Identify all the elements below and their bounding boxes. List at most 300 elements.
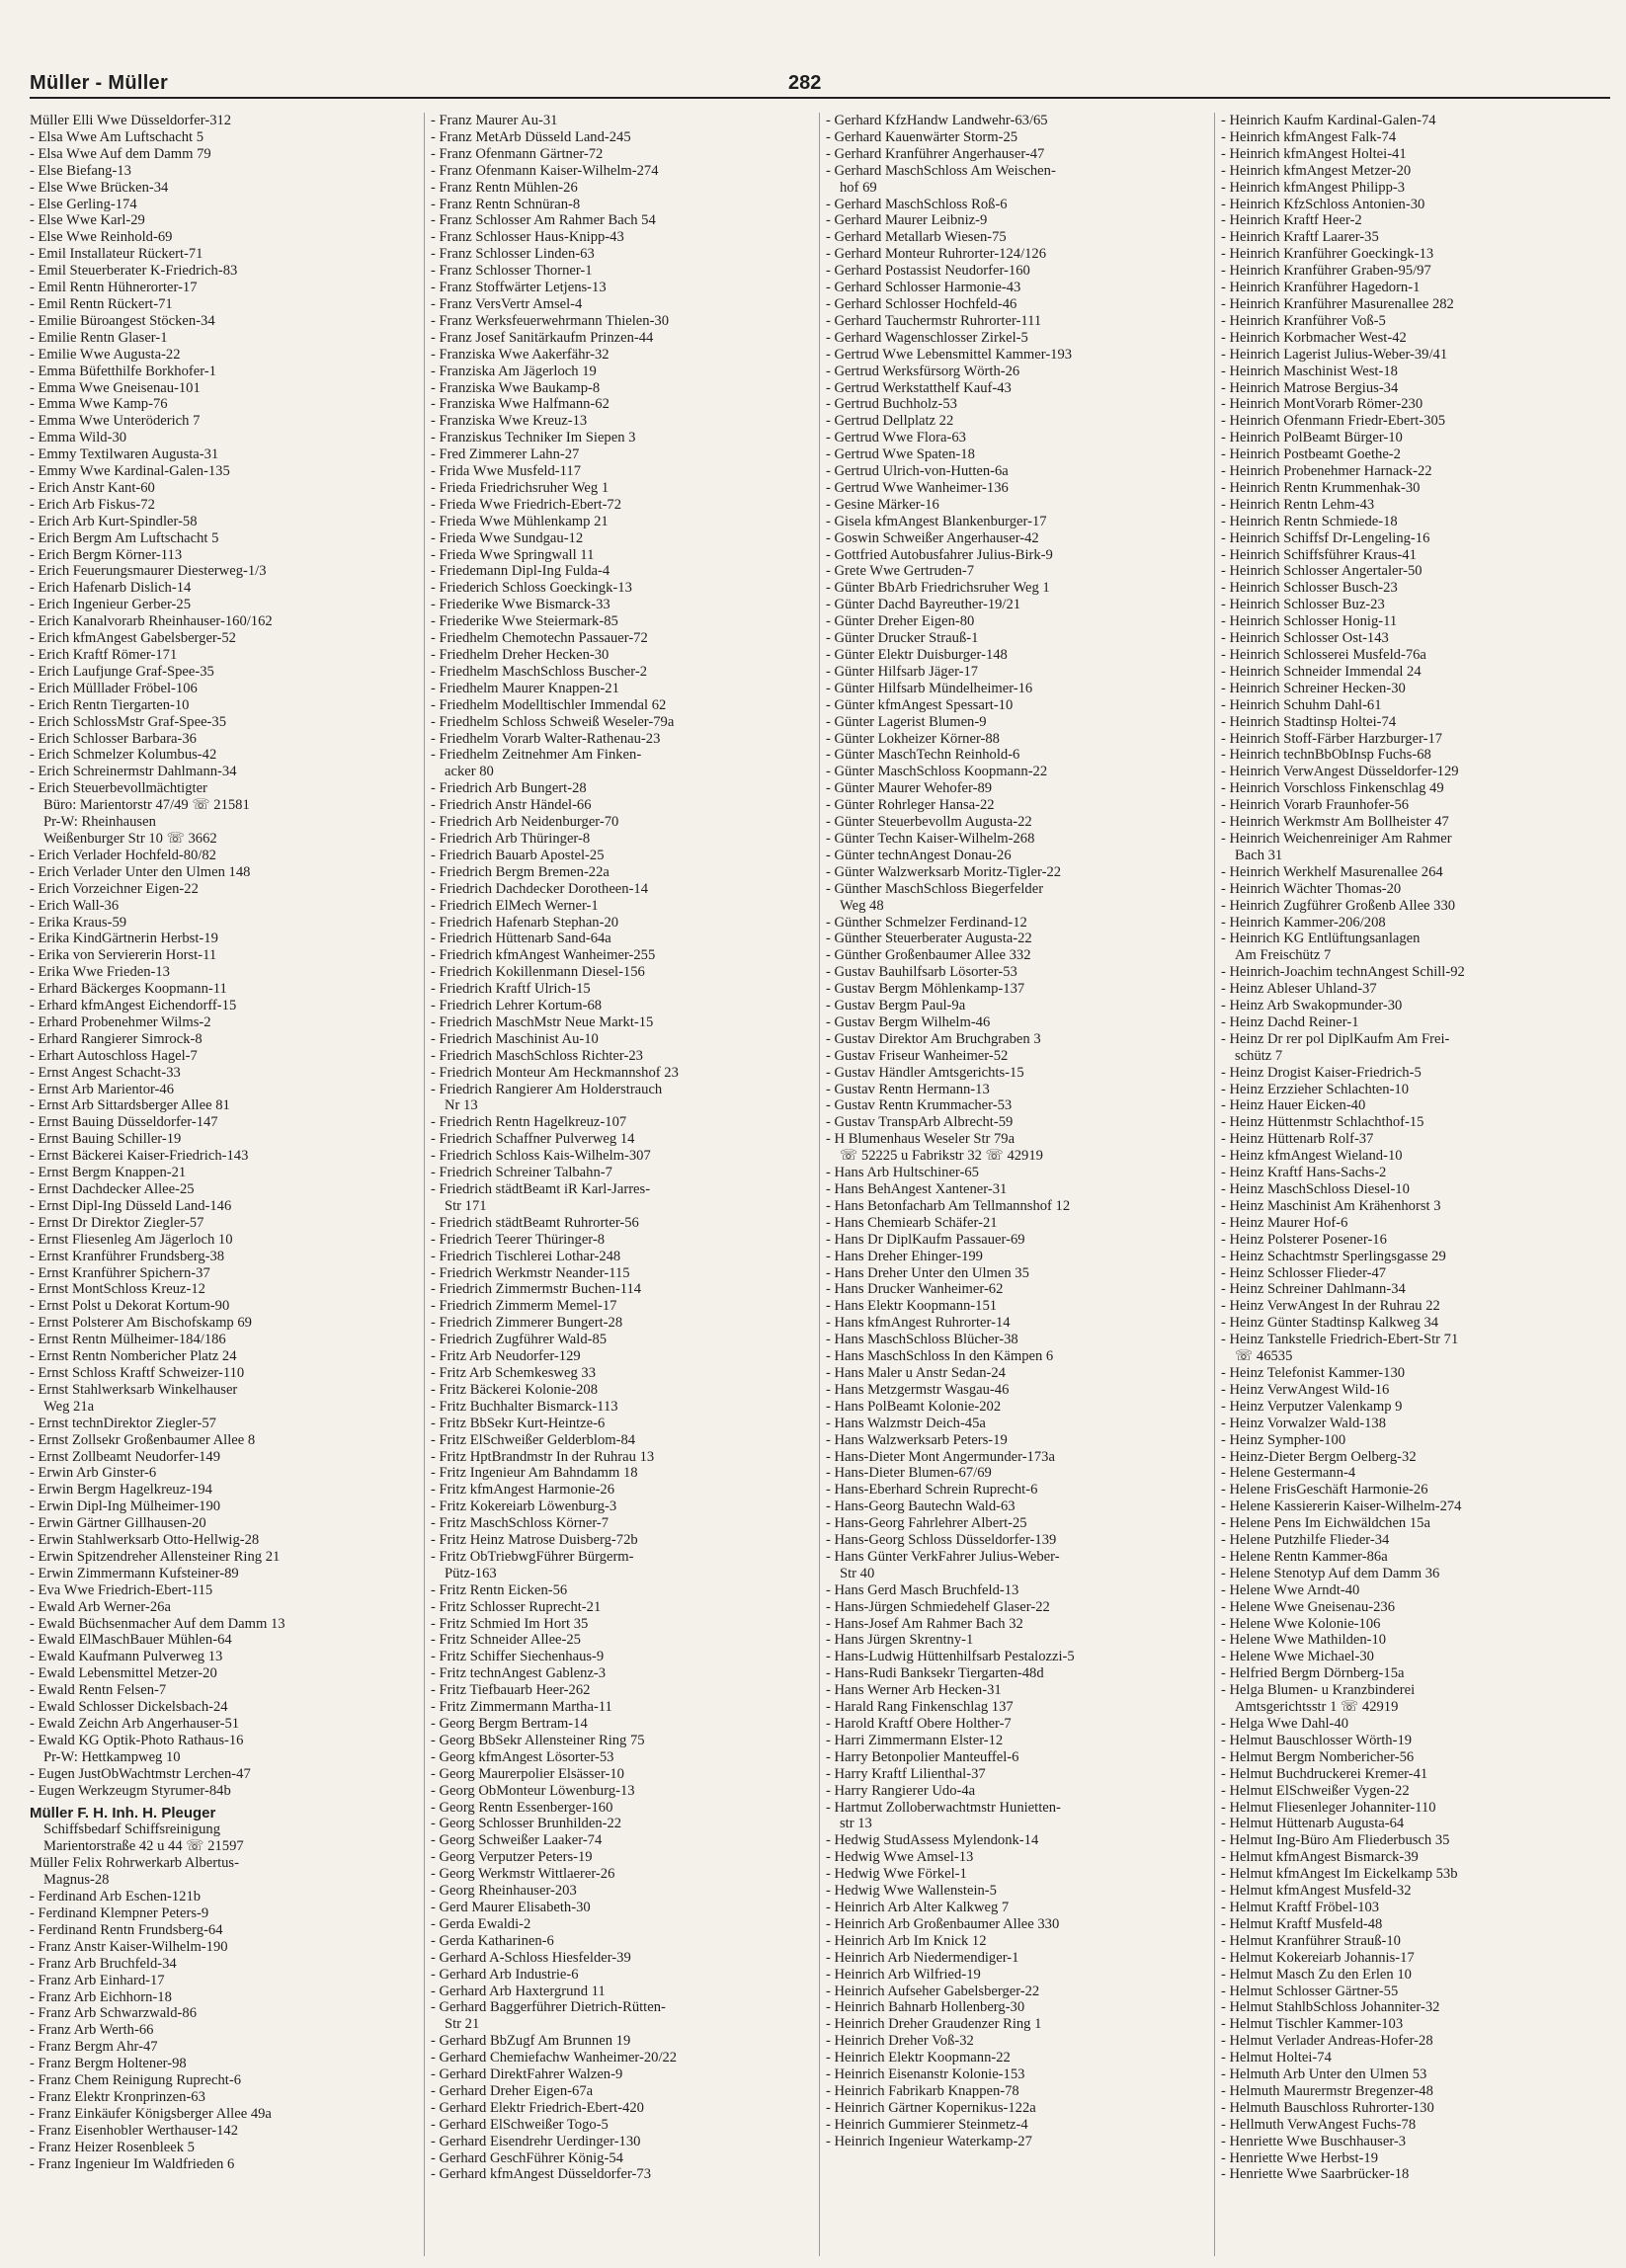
directory-entry: Weg 48 bbox=[840, 897, 884, 914]
directory-entry: - Ewald Lebensmittel Metzer-20 bbox=[30, 1665, 217, 1682]
directory-entry: - Franz Arb Eichhorn-18 bbox=[30, 1988, 172, 2005]
directory-entry: - Erika Wwe Frieden-13 bbox=[30, 964, 170, 981]
directory-entry: - Georg kfmAngest Lösorter-53 bbox=[431, 1748, 614, 1765]
directory-entry: - Friedhelm Zeitnehmer Am Finken- bbox=[431, 747, 642, 764]
directory-entry: - Henriette Wwe Herbst-19 bbox=[1221, 2149, 1378, 2166]
directory-entry: - Günter Lagerist Blumen-9 bbox=[826, 713, 987, 730]
directory-entry: - Ewald Schlosser Dickelsbach-24 bbox=[30, 1699, 228, 1716]
directory-entry: - Friedrich Arb Neidenburger-70 bbox=[431, 814, 619, 831]
directory-entry: - Erich Schreinermstr Dahlmann-34 bbox=[30, 764, 237, 780]
directory-entry: - Ernst Schloss Kraftf Schweizer-110 bbox=[30, 1364, 245, 1381]
directory-entry: - Helene Stenotyp Auf dem Damm 36 bbox=[1221, 1565, 1440, 1581]
directory-entry: - Emil Steuerberater K-Friedrich-83 bbox=[30, 263, 238, 280]
directory-entry: - Eugen Werkzeugm Styrumer-84b bbox=[30, 1782, 231, 1799]
directory-entry: - Fritz Tiefbauarb Heer-262 bbox=[431, 1682, 591, 1699]
directory-entry: - Franz Schlosser Am Rahmer Bach 54 bbox=[431, 212, 656, 229]
directory-entry: - Fritz Rentn Eicken-56 bbox=[431, 1581, 568, 1598]
directory-entry: - Frieda Friedrichsruher Weg 1 bbox=[431, 479, 610, 496]
directory-entry: - Franz Maurer Au-31 bbox=[431, 113, 558, 128]
directory-entry: - Fritz ObTriebwgFührer Bürgerm- bbox=[431, 1548, 634, 1565]
directory-entry: - Ewald Büchsenmacher Auf dem Damm 13 bbox=[30, 1615, 285, 1632]
directory-entry: - Günter Drucker Strauß-1 bbox=[826, 630, 979, 647]
directory-entry: - Fritz Arb Neudorfer-129 bbox=[431, 1348, 581, 1365]
directory-entry: - Erika von Serviererin Horst-11 bbox=[30, 947, 217, 964]
directory-entry: schütz 7 bbox=[1235, 1047, 1283, 1064]
directory-entry: - Gerhard Monteur Ruhrorter-124/126 bbox=[826, 246, 1047, 263]
directory-entry: - Helmut Schlosser Gärtner-55 bbox=[1221, 1983, 1399, 1999]
directory-entry: - Friederike Wwe Steiermark-85 bbox=[431, 613, 618, 630]
directory-entry: - Friedrich Zimmerer Bungert-28 bbox=[431, 1315, 623, 1332]
directory-entry: - Friedrich Schloss Kais-Wilhelm-307 bbox=[431, 1148, 651, 1165]
directory-entry: - Helmut Buchdruckerei Kremer-41 bbox=[1221, 1765, 1428, 1782]
directory-entry: Weißenburger Str 10 ☏ 3662 bbox=[43, 830, 217, 847]
directory-entry: - Gustav Bergm Paul-9a bbox=[826, 998, 966, 1014]
directory-entry: - Helga Wwe Dahl-40 bbox=[1221, 1716, 1348, 1732]
directory-entry: - Hartmut Zolloberwachtmstr Hunietten- bbox=[826, 1799, 1061, 1816]
directory-entry: - Fred Zimmerer Lahn-27 bbox=[431, 446, 580, 463]
directory-entry: - Heinrich Maschinist West-18 bbox=[1221, 363, 1398, 379]
directory-entry: - Erich Arb Kurt-Spindler-58 bbox=[30, 513, 198, 529]
directory-entry: - Helmuth Bauschloss Ruhrorter-130 bbox=[1221, 2099, 1434, 2116]
directory-entry: - Erich Mülllader Fröbel-106 bbox=[30, 680, 198, 696]
directory-entry: - Heinrich Schuhm Dahl-61 bbox=[1221, 696, 1382, 713]
directory-entry: - Helga Blumen- u Kranzbinderei bbox=[1221, 1682, 1416, 1699]
directory-entry: - Else Biefang-13 bbox=[30, 162, 131, 179]
directory-entry: - Ernst Polst u Dekorat Kortum-90 bbox=[30, 1298, 230, 1315]
directory-entry: - Frida Wwe Musfeld-117 bbox=[431, 463, 581, 480]
directory-entry: - Heinrich Gärtner Kopernikus-122a bbox=[826, 2099, 1036, 2116]
directory-entry: - Emilie Rentn Glaser-1 bbox=[30, 329, 168, 346]
directory-entry: - Heinrich Kraftf Laarer-35 bbox=[1221, 229, 1379, 246]
directory-entry: - Gertrud Werksfürsorg Wörth-26 bbox=[826, 363, 1020, 379]
directory-entry: - Heinz Kraftf Hans-Sachs-2 bbox=[1221, 1165, 1387, 1181]
directory-entry: - Helmut Holtei-74 bbox=[1221, 2050, 1332, 2066]
directory-entry: - Heinrich Kranführer Graben-95/97 bbox=[1221, 263, 1431, 280]
directory-entry: - Günter kfmAngest Spessart-10 bbox=[826, 696, 1014, 713]
directory-entry: - Gerhard MaschSchloss Am Weischen- bbox=[826, 162, 1056, 179]
directory-entry: - Hans Dreher Ehinger-199 bbox=[826, 1248, 983, 1264]
directory-entry: - Ewald Zeichn Arb Angerhauser-51 bbox=[30, 1716, 240, 1732]
directory-entry: - Erich Bergm Körner-113 bbox=[30, 546, 183, 563]
directory-entry: - Hedwig Wwe Wallenstein-5 bbox=[826, 1883, 997, 1900]
directory-entry: - Franz MetArb Düsseld Land-245 bbox=[431, 128, 631, 145]
directory-entry: - Heinrich Zugführer Großenb Allee 330 bbox=[1221, 897, 1456, 914]
directory-entry: - Heinz Maschinist Am Krähenhorst 3 bbox=[1221, 1197, 1441, 1214]
directory-entry: - Elsa Wwe Auf dem Damm 79 bbox=[30, 145, 211, 162]
directory-entry: - Günter Hilfsarb Mündelheimer-16 bbox=[826, 680, 1033, 696]
directory-entry: - Friedrich MaschSchloss Richter-23 bbox=[431, 1047, 643, 1064]
directory-entry: - Emmy Wwe Kardinal-Galen-135 bbox=[30, 463, 230, 480]
directory-entry: - Heinrich Kaufm Kardinal-Galen-74 bbox=[1221, 113, 1436, 128]
directory-entry: - Helmut Bauschlosser Wörth-19 bbox=[1221, 1732, 1413, 1748]
directory-entry: - Helene Gestermann-4 bbox=[1221, 1465, 1356, 1482]
directory-entry: - Heinrich Korbmacher West-42 bbox=[1221, 329, 1407, 346]
directory-entry: - Heinrich Schlosser Angertaler-50 bbox=[1221, 563, 1423, 580]
directory-entry: - Günter Techn Kaiser-Wilhelm-268 bbox=[826, 830, 1035, 847]
directory-entry: Weg 21a bbox=[43, 1398, 95, 1415]
directory-entry: - Ernst Zollsekr Großenbaumer Allee 8 bbox=[30, 1431, 256, 1448]
directory-entry: - Heinrich Rentn Krummenhak-30 bbox=[1221, 479, 1421, 496]
directory-entry: - Erich Feuerungsmaurer Diesterweg-1/3 bbox=[30, 563, 267, 580]
directory-entry: - Georg Schlosser Brunhilden-22 bbox=[431, 1816, 622, 1832]
directory-entry: - Elsa Wwe Am Luftschacht 5 bbox=[30, 128, 204, 145]
directory-entry: - Fritz Kokereiarb Löwenburg-3 bbox=[431, 1498, 617, 1515]
directory-entry: - Erich Ingenieur Gerber-25 bbox=[30, 597, 191, 613]
directory-entry: - Frieda Wwe Springwall 11 bbox=[431, 546, 595, 563]
directory-entry: - Heinrich Arb Wilfried-19 bbox=[826, 1966, 981, 1983]
directory-entry: - Ernst Kranführer Spichern-37 bbox=[30, 1264, 210, 1281]
directory-entry: - Ferdinand Arb Eschen-121b bbox=[30, 1889, 202, 1905]
directory-entry: - Friedrich Zimmermstr Buchen-114 bbox=[431, 1281, 642, 1298]
directory-entry: - Heinrich Schlosser Honig-11 bbox=[1221, 613, 1398, 630]
directory-entry: - Fritz MaschSchloss Körner-7 bbox=[431, 1515, 610, 1532]
page-number: 282 bbox=[788, 72, 822, 94]
directory-entry: - Georg Bergm Bertram-14 bbox=[431, 1716, 588, 1732]
directory-entry: - Hans PolBeamt Kolonie-202 bbox=[826, 1398, 1002, 1415]
directory-entry: - Hans-Eberhard Schrein Ruprecht-6 bbox=[826, 1482, 1038, 1498]
directory-entry: - Gerhard Dreher Eigen-67a bbox=[431, 2082, 594, 2099]
directory-entry: - Günther Steuerberater Augusta-22 bbox=[826, 931, 1032, 947]
directory-entry: - Hans-Dieter Mont Angermunder-173a bbox=[826, 1448, 1055, 1465]
directory-entry: - Ewald Kaufmann Pulverweg 13 bbox=[30, 1649, 223, 1665]
directory-entry: - Heinrich Eisenanstr Kolonie-153 bbox=[826, 2066, 1025, 2083]
directory-entry: - Heinz Maurer Hof-6 bbox=[1221, 1214, 1348, 1231]
directory-entry: - Friedrich Maschinist Au-10 bbox=[431, 1030, 599, 1047]
directory-entry: Pütz-163 bbox=[445, 1565, 497, 1581]
directory-entry: - Friedrich kfmAngest Wanheimer-255 bbox=[431, 947, 656, 964]
directory-entry: - Heinrich Schlosser Busch-23 bbox=[1221, 580, 1398, 597]
directory-entry: - Friedemann Dipl-Ing Fulda-4 bbox=[431, 563, 610, 580]
directory-entry: - Heinrich VerwAngest Düsseldorfer-129 bbox=[1221, 764, 1459, 780]
directory-entry: - Franz Eisenhobler Werthauser-142 bbox=[30, 2122, 239, 2139]
directory-entry: - Gerhard Arb Industrie-6 bbox=[431, 1966, 579, 1983]
directory-entry: - Friedrich Zimmerm Memel-17 bbox=[431, 1298, 617, 1315]
directory-entry: - Franziska Am Jägerloch 19 bbox=[431, 363, 597, 379]
directory-entry: - Harry Betonpolier Manteuffel-6 bbox=[826, 1748, 1019, 1765]
directory-entry: - Erich Arb Fiskus-72 bbox=[30, 496, 155, 513]
directory-entry: - Erich Anstr Kant-60 bbox=[30, 479, 155, 496]
directory-entry: - Else Wwe Reinhold-69 bbox=[30, 229, 173, 246]
directory-entry: - Heinz Polsterer Posener-16 bbox=[1221, 1231, 1387, 1248]
directory-entry: - Erich Hafenarb Dislich-14 bbox=[30, 580, 192, 597]
directory-entry: - Erich Schlosser Barbara-36 bbox=[30, 730, 197, 747]
directory-entry: - Friedhelm Vorarb Walter-Rathenau-23 bbox=[431, 730, 661, 747]
directory-entry: - Erwin Spitzendreher Allensteiner Ring 21 bbox=[30, 1548, 281, 1565]
directory-entry: - Erich Kraftf Römer-171 bbox=[30, 647, 178, 663]
directory-entry: - Heinrich KG Entlüftungsanlagen bbox=[1221, 931, 1421, 947]
directory-entry: - Ernst Bergm Knappen-21 bbox=[30, 1165, 187, 1181]
directory-entry: - Franz Chem Reinigung Ruprecht-6 bbox=[30, 2072, 241, 2089]
directory-entry: - Hans MaschSchloss Blücher-38 bbox=[826, 1332, 1018, 1348]
column-3 bbox=[820, 113, 1215, 2256]
directory-entry: - Franziskus Techniker Im Siepen 3 bbox=[431, 430, 636, 446]
directory-entry: - Erwin Stahlwerksarb Otto-Hellwig-28 bbox=[30, 1532, 260, 1549]
directory-entry: - Gerhard Postassist Neudorfer-160 bbox=[826, 263, 1030, 280]
directory-entry: - Friedrich Kraftf Ulrich-15 bbox=[431, 981, 591, 998]
directory-entry: - Fritz Zimmermann Martha-11 bbox=[431, 1699, 612, 1716]
directory-entry: - Emil Rentn Hühnerorter-17 bbox=[30, 280, 198, 296]
directory-entry: - Helmut Kraftf Musfeld-48 bbox=[1221, 1915, 1383, 1932]
directory-entry: - Emma Wwe Unteröderich 7 bbox=[30, 413, 201, 430]
directory-entry: - Franz Bergm Ahr-47 bbox=[30, 2039, 158, 2056]
directory-entry: - Ewald Rentn Felsen-7 bbox=[30, 1682, 167, 1699]
directory-entry: - Günther MaschSchloss Biegerfelder bbox=[826, 880, 1044, 897]
directory-entry: - Ernst Rentn Nombericher Platz 24 bbox=[30, 1348, 237, 1365]
directory-entry: - Friedhelm Chemotechn Passauer-72 bbox=[431, 630, 648, 647]
directory-entry: - Erwin Zimmermann Kufsteiner-89 bbox=[30, 1565, 239, 1581]
directory-entry: - Hans Walzmstr Deich-45a bbox=[826, 1415, 986, 1431]
directory-entry: - Franz Arb Schwarzwald-86 bbox=[30, 2005, 197, 2022]
directory-entry: - Heinrich Kranführer Goeckingk-13 bbox=[1221, 246, 1434, 263]
directory-entry: - Friedrich Bauarb Apostel-25 bbox=[431, 847, 605, 863]
directory-entry: - Ernst Dachdecker Allee-25 bbox=[30, 1181, 195, 1197]
directory-entry: - Heinz VerwAngest In der Ruhrau 22 bbox=[1221, 1298, 1440, 1315]
directory-entry: - Eugen JustObWachtmstr Lerchen-47 bbox=[30, 1765, 251, 1782]
directory-entry: - Gerhard KfzHandw Landwehr-63/65 bbox=[826, 113, 1048, 128]
directory-entry: - Ernst Dipl-Ing Düsseld Land-146 bbox=[30, 1197, 232, 1214]
directory-entry: - Else Gerling-174 bbox=[30, 196, 137, 212]
directory-entry: - Heinrich Arb Niedermendiger-1 bbox=[826, 1949, 1019, 1966]
directory-entry: - Gerhard BbZugf Am Brunnen 19 bbox=[431, 2033, 631, 2050]
directory-entry: - Helmut Kokereiarb Johannis-17 bbox=[1221, 1949, 1415, 1966]
directory-entry: - Heinz Tankstelle Friedrich-Ebert-Str 71 bbox=[1221, 1332, 1459, 1348]
directory-entry: - Heinrich Bahnarb Hollenberg-30 bbox=[826, 1999, 1025, 2016]
directory-entry: - Friederich Schloss Goeckingk-13 bbox=[431, 580, 632, 597]
directory-entry: - Hans Maler u Anstr Sedan-24 bbox=[826, 1364, 1006, 1381]
directory-entry: - Gustav Bauhilfsarb Lösorter-53 bbox=[826, 964, 1017, 981]
directory-entry: - Gerhard Maurer Leibniz-9 bbox=[826, 212, 988, 229]
column-4 bbox=[1215, 113, 1610, 2256]
directory-entry: - Franz Arb Werth-66 bbox=[30, 2022, 154, 2039]
directory-entry: - Franz Elektr Kronprinzen-63 bbox=[30, 2088, 205, 2105]
directory-entry: - Ewald Arb Werner-26a bbox=[30, 1598, 171, 1615]
directory-entry: - Ernst Kranführer Frundsberg-38 bbox=[30, 1248, 225, 1264]
directory-entry: - Franz Schlosser Linden-63 bbox=[431, 246, 595, 263]
directory-entry: - Frieda Wwe Sundgau-12 bbox=[431, 529, 584, 546]
directory-entry: - Franz Anstr Kaiser-Wilhelm-190 bbox=[30, 1938, 228, 1955]
directory-entry: - Helmut Kranführer Strauß-10 bbox=[1221, 1932, 1401, 1949]
directory-entry: - Heinz Schlosser Flieder-47 bbox=[1221, 1264, 1387, 1281]
directory-entry: - Friedrich Schaffner Pulverweg 14 bbox=[431, 1131, 635, 1148]
directory-entry: - Günter Dreher Eigen-80 bbox=[826, 613, 975, 630]
directory-entry: - Helmut ElSchweißer Vygen-22 bbox=[1221, 1782, 1410, 1799]
directory-entry: - Helmut Masch Zu den Erlen 10 bbox=[1221, 1966, 1412, 1983]
directory-entry: - Friedhelm Maurer Knappen-21 bbox=[431, 680, 619, 696]
directory-entry: - Helmut Tischler Kammer-103 bbox=[1221, 2016, 1404, 2033]
directory-entry: - Erich Rentn Tiergarten-10 bbox=[30, 696, 190, 713]
directory-entry: - Heinrich Schiffsführer Kraus-41 bbox=[1221, 546, 1417, 563]
directory-entry: - Gerhard MaschSchloss Roß-6 bbox=[826, 196, 1008, 212]
directory-entry: - Helene Wwe Mathilden-10 bbox=[1221, 1632, 1387, 1649]
directory-entry: - Fritz Ingenieur Am Bahndamm 18 bbox=[431, 1465, 638, 1482]
directory-entry: - Heinrich KfzSchloss Antonien-30 bbox=[1221, 196, 1425, 212]
directory-entry: - Ernst Arb Marientor-46 bbox=[30, 1081, 175, 1097]
directory-entry: Pr-W: Rheinhausen bbox=[43, 814, 156, 831]
directory-entry: - Heinrich Schiffsf Dr-Lengeling-16 bbox=[1221, 529, 1430, 546]
directory-entry: - Gerhard ElSchweißer Togo-5 bbox=[431, 2116, 609, 2133]
directory-entry: - Heinrich MontVorarb Römer-230 bbox=[1221, 396, 1423, 413]
directory-entry: - Gertrud Ulrich-von-Hutten-6a bbox=[826, 463, 1009, 480]
directory-entry: - Heinz Telefonist Kammer-130 bbox=[1221, 1364, 1406, 1381]
directory-entry: - Friedhelm Schloss Schweiß Weseler-79a bbox=[431, 713, 675, 730]
directory-entry: Amtsgerichtsstr 1 ☏ 42919 bbox=[1235, 1699, 1399, 1716]
directory-entry: - Helmut Bergm Nombericher-56 bbox=[1221, 1748, 1415, 1765]
directory-entry: - Ernst Stahlwerksarb Winkelhauser bbox=[30, 1381, 238, 1398]
directory-entry: - Heinrich PolBeamt Bürger-10 bbox=[1221, 430, 1403, 446]
directory-entry: - Erich Verlader Hochfeld-80/82 bbox=[30, 847, 216, 863]
directory-entry: - Harri Zimmermann Elster-12 bbox=[826, 1732, 1004, 1748]
directory-entry: - Fritz BbSekr Kurt-Heintze-6 bbox=[431, 1415, 606, 1431]
directory-entry: - Franz VersVertr Amsel-4 bbox=[431, 295, 583, 312]
directory-entry: - Heinz Dachd Reiner-1 bbox=[1221, 1013, 1359, 1030]
directory-entry: - Franz Rentn Schnüran-8 bbox=[431, 196, 581, 212]
directory-entry: - Heinrich Stoff-Färber Harzburger-17 bbox=[1221, 730, 1443, 747]
directory-entry: - Franz Ingenieur Im Waldfrieden 6 bbox=[30, 2155, 235, 2172]
directory-entry: - Heinz Erzzieher Schlachten-10 bbox=[1221, 1081, 1410, 1097]
directory-entry: - Gertrud Wwe Spaten-18 bbox=[826, 446, 975, 463]
directory-entry: - Helene Rentn Kammer-86a bbox=[1221, 1548, 1388, 1565]
directory-entry: - Frieda Wwe Friedrich-Ebert-72 bbox=[431, 496, 622, 513]
directory-entry: - Friedrich Anstr Händel-66 bbox=[431, 797, 592, 814]
directory-entry: - Helmut Fliesenleger Johanniter-110 bbox=[1221, 1799, 1436, 1816]
directory-entry: - Helene FrisGeschäft Harmonie-26 bbox=[1221, 1482, 1428, 1498]
directory-entry: hof 69 bbox=[840, 179, 877, 196]
directory-entry: - Heinrich Wächter Thomas-20 bbox=[1221, 880, 1402, 897]
directory-entry: - Hans-Jürgen Schmiedehelf Glaser-22 bbox=[826, 1598, 1050, 1615]
directory-entry: - Heinz Ableser Uhland-37 bbox=[1221, 981, 1377, 998]
directory-entry: - Heinrich Arb Alter Kalkweg 7 bbox=[826, 1899, 1010, 1915]
directory-entry: - Heinz Sympher-100 bbox=[1221, 1431, 1346, 1448]
directory-entry: - Heinrich kfmAngest Falk-74 bbox=[1221, 128, 1397, 145]
directory-entry: - Georg BbSekr Allensteiner Ring 75 bbox=[431, 1732, 645, 1748]
directory-entry: - Erika KindGärtnerin Herbst-19 bbox=[30, 931, 218, 947]
directory-entry: - Helene Wwe Arndt-40 bbox=[1221, 1581, 1360, 1598]
directory-entry: - Helene Pens Im Eichwäldchen 15a bbox=[1221, 1515, 1430, 1532]
directory-entry: - Emilie Wwe Augusta-22 bbox=[30, 346, 181, 363]
directory-entry: - Franz Ofenmann Gärtner-72 bbox=[431, 145, 604, 162]
directory-entry: - Heinz Hüttenarb Rolf-37 bbox=[1221, 1131, 1374, 1148]
directory-entry: - Fritz HptBrandmstr In der Ruhrau 13 bbox=[431, 1448, 655, 1465]
directory-entry: - Friedrich Teerer Thüringer-8 bbox=[431, 1231, 606, 1248]
directory-entry: - Heinrich Elektr Koopmann-22 bbox=[826, 2050, 1011, 2066]
directory-entry: - Franz Arb Bruchfeld-34 bbox=[30, 1955, 177, 1972]
directory-entry: - Heinrich Stadtinsp Holtei-74 bbox=[1221, 713, 1397, 730]
directory-entry: - Heinrich Rentn Lehm-43 bbox=[1221, 496, 1375, 513]
directory-entry: - Friedrich MaschMstr Neue Markt-15 bbox=[431, 1013, 654, 1030]
directory-entry: - Günter Hilfsarb Jäger-17 bbox=[826, 663, 979, 680]
directory-entry: - Helene Putzhilfe Flieder-34 bbox=[1221, 1532, 1390, 1549]
directory-entry: - Helmut kfmAngest Bismarck-39 bbox=[1221, 1849, 1419, 1866]
directory-entry: - Gerhard Kauenwärter Storm-25 bbox=[826, 128, 1018, 145]
directory-entry: - Franz Ofenmann Kaiser-Wilhelm-274 bbox=[431, 162, 659, 179]
directory-entry: - Hans-Georg Bautechn Wald-63 bbox=[826, 1498, 1016, 1515]
directory-entry: - Friedrich Schreiner Talbahn-7 bbox=[431, 1165, 612, 1181]
directory-entry: - Erich Verlader Unter den Ulmen 148 bbox=[30, 863, 251, 880]
directory-entry: - Helene Wwe Gneisenau-236 bbox=[1221, 1598, 1396, 1615]
directory-entry: - Gisela kfmAngest Blankenburger-17 bbox=[826, 513, 1047, 529]
directory-entry: Am Freischütz 7 bbox=[1235, 947, 1332, 964]
directory-entry: - Franz Stoffwärter Letjens-13 bbox=[431, 280, 607, 296]
directory-entry: - Franz Schlosser Haus-Knipp-43 bbox=[431, 229, 624, 246]
directory-entry: Str 40 bbox=[840, 1565, 875, 1581]
directory-entry: - Heinrich Weichenreiniger Am Rahmer bbox=[1221, 830, 1452, 847]
directory-entry: - Heinrich Matrose Bergius-34 bbox=[1221, 379, 1399, 396]
directory-entry: - Friedrich Zugführer Wald-85 bbox=[431, 1332, 608, 1348]
directory-entry: - Erhard Rangierer Simrock-8 bbox=[30, 1030, 203, 1047]
directory-entry: - Heinz Hauer Eicken-40 bbox=[1221, 1097, 1366, 1114]
directory-entry: - Günter Steuerbevollm Augusta-22 bbox=[826, 814, 1032, 831]
directory-entry: - Helmut Kraftf Fröbel-103 bbox=[1221, 1899, 1380, 1915]
directory-entry: - Erich Wall-36 bbox=[30, 897, 120, 914]
directory-entry: - Heinrich Vorschloss Finkenschlag 49 bbox=[1221, 780, 1444, 797]
directory-entry: - Günter Lokheizer Körner-88 bbox=[826, 730, 1000, 747]
directory-entry: - Ernst Rentn Mülheimer-184/186 bbox=[30, 1332, 226, 1348]
directory-entry: - Franz Bergm Holtener-98 bbox=[30, 2056, 187, 2072]
directory-entry: - Erich kfmAngest Gabelsberger-52 bbox=[30, 630, 236, 647]
directory-entry: - Heinz Schreiner Dahlmann-34 bbox=[1221, 1281, 1406, 1298]
directory-entry: - Heinz Günter Stadtinsp Kalkweg 34 bbox=[1221, 1315, 1439, 1332]
directory-entry: - Ernst Bäckerei Kaiser-Friedrich-143 bbox=[30, 1148, 249, 1165]
directory-entry: - Erich Bergm Am Luftschacht 5 bbox=[30, 529, 219, 546]
directory-entry: - Emma Wwe Kamp-76 bbox=[30, 396, 168, 413]
directory-entry: - Ferdinand Klempner Peters-9 bbox=[30, 1904, 209, 1921]
directory-entry: - Gertrud Dellplatz 22 bbox=[826, 413, 954, 430]
directory-entry: - Henriette Wwe Saarbrücker-18 bbox=[1221, 2166, 1410, 2183]
directory-entry: - Heinz-Dieter Bergm Oelberg-32 bbox=[1221, 1448, 1417, 1465]
directory-entry: - Helmut Hüttenarb Augusta-64 bbox=[1221, 1816, 1405, 1832]
directory-entry: - Heinrich Aufseher Gabelsberger-22 bbox=[826, 1983, 1040, 1999]
directory-entry: - Günter Elektr Duisburger-148 bbox=[826, 647, 1008, 663]
directory-entry: - Fritz ElSchweißer Gelderblom-84 bbox=[431, 1431, 636, 1448]
directory-entry: - Georg Maurerpolier Elsässer-10 bbox=[431, 1765, 624, 1782]
directory-entry: - Fritz Schlosser Ruprecht-21 bbox=[431, 1598, 602, 1615]
directory-entry: - Gerhard Eisendrehr Uerdinger-130 bbox=[431, 2133, 641, 2149]
directory-entry: - Heinz Arb Swakopmunder-30 bbox=[1221, 998, 1403, 1014]
directory-entry: - Hans BehAngest Xantener-31 bbox=[826, 1181, 1008, 1197]
directory-entry: - Henriette Wwe Buschhauser-3 bbox=[1221, 2133, 1407, 2149]
directory-entry: - Georg Rentn Essenberger-160 bbox=[431, 1799, 613, 1816]
directory-entry: Pr-W: Hettkampweg 10 bbox=[43, 1748, 181, 1765]
directory-entry: - Heinrich Dreher Graudenzer Ring 1 bbox=[826, 2016, 1042, 2033]
directory-entry: - Emil Installateur Rückert-71 bbox=[30, 246, 203, 263]
directory-entry: - Friedrich Hüttenarb Sand-64a bbox=[431, 931, 611, 947]
directory-entry: - Georg Verputzer Peters-19 bbox=[431, 1849, 593, 1866]
directory-entry: - Erich SchlossMstr Graf-Spee-35 bbox=[30, 713, 226, 730]
directory-entry: - Hans-Ludwig Hüttenhilfsarb Pestalozzi-5 bbox=[826, 1649, 1075, 1665]
directory-entry: - Friedrich Bergm Bremen-22a bbox=[431, 863, 610, 880]
directory-entry: - Gerda Ewaldi-2 bbox=[431, 1915, 531, 1932]
directory-entry: - Heinrich Arb Großenbaumer Allee 330 bbox=[826, 1915, 1060, 1932]
directory-entry: - Heinz Drogist Kaiser-Friedrich-5 bbox=[1221, 1064, 1422, 1081]
directory-entry: - Ernst technDirektor Ziegler-57 bbox=[30, 1415, 216, 1431]
directory-entry: Nr 13 bbox=[445, 1097, 478, 1114]
directory-entry: - Heinrich-Joachim technAngest Schill-92 bbox=[1221, 964, 1465, 981]
directory-entry: - Heinrich Ingenieur Waterkamp-27 bbox=[826, 2133, 1032, 2149]
directory-entry: - Gerhard DirektFahrer Walzen-9 bbox=[431, 2066, 623, 2083]
directory-entry: - Georg Rheinhauser-203 bbox=[431, 1883, 577, 1900]
directory-entry: - Ernst Dr Direktor Ziegler-57 bbox=[30, 1214, 204, 1231]
directory-entry: - Heinz Vorwalzer Wald-138 bbox=[1221, 1415, 1387, 1431]
directory-entry: - Gustav Bergm Wilhelm-46 bbox=[826, 1013, 991, 1030]
directory-entry: - Gerhard Schlosser Harmonie-43 bbox=[826, 280, 1021, 296]
directory-entry: - Helmut StahlbSchloss Johanniter-32 bbox=[1221, 1999, 1440, 2016]
directory-entry: - Else Wwe Karl-29 bbox=[30, 212, 145, 229]
directory-entry: - Friedhelm Modelltischler Immendal 62 bbox=[431, 696, 667, 713]
directory-entry: - Heinz kfmAngest Wieland-10 bbox=[1221, 1148, 1403, 1165]
directory-entry: - Heinrich Vorarb Fraunhofer-56 bbox=[1221, 797, 1410, 814]
directory-entry: - Ernst Zollbeamt Neudorfer-149 bbox=[30, 1448, 221, 1465]
directory-entry: - Gerhard Kranführer Angerhauser-47 bbox=[826, 145, 1045, 162]
